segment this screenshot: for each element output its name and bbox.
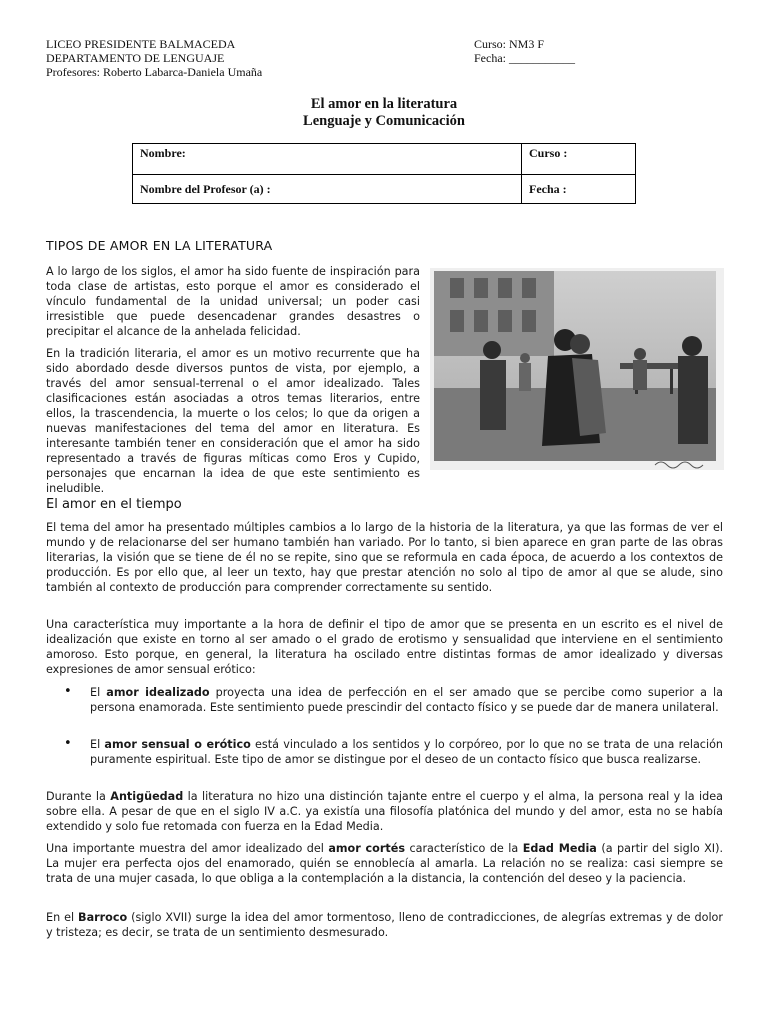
teacher-label: Nombre del Profesor (a) : <box>140 181 271 196</box>
bullet2-pre: El <box>90 738 105 751</box>
p4-post: (a partir del siglo XI). La mujer era perfecta ojos del enamorado, quién se ennoblecía al amarla. La relación no se realiza: casi siempre se trata de una mujer casada, lo que obliga a la contemplación a la distancia, la contención del deseo y la paciencia. <box>46 842 724 885</box>
bullet-dot-icon: • <box>64 684 72 699</box>
name-label: Nombre: <box>140 146 186 160</box>
bullet-sensual-love <box>90 737 723 767</box>
bullet1-pre: El <box>90 686 107 699</box>
school-name: LICEO PRESIDENTE BALMACEDA <box>46 37 236 51</box>
p4-mid: característico de la <box>404 842 523 855</box>
bullet-idealized-love <box>90 685 723 715</box>
paragraph-intro: A lo largo de los siglos, el amor ha sido fuente de inspiración para toda clase de artistas, esto porque el amor es considerado el vínculo fundamental de la unidad universal; un poder casi irresistible que puede desencadenar grandes desastres o precipitar el alcance de la anhelada felicidad. <box>46 265 420 338</box>
section-heading-time: El amor en el tiempo <box>46 497 182 512</box>
p3-pre: Durante la <box>46 790 111 803</box>
course-line: Curso: NM3 F <box>474 37 545 51</box>
header-school-block <box>46 37 262 79</box>
p5-post: (siglo XVII) surge la idea del amor tormentoso, lleno de contradicciones, de alegrías extremas y de dolor y tristeza; es decir, se trata de un sentimiento desmesurado. <box>46 911 724 939</box>
paragraph-baroque <box>46 910 723 940</box>
paragraph-antiquity <box>46 789 723 834</box>
bullet1-post: proyecta una idea de perfección en el ser amado que se percibe como superior a la persona enamorada. Este sentimiento puede prescindir del contacto físico y se puede dar de manera unilateral. <box>90 686 723 714</box>
p4-term1: amor cortés <box>328 842 405 855</box>
document-title: El amor en la literatura <box>310 96 458 112</box>
teachers-line: Profesores: Roberto Labarca-Daniela Umaña <box>46 65 263 79</box>
paragraph-middle-ages <box>46 841 723 886</box>
student-info-table <box>132 143 636 204</box>
bullet2-post: está vinculado a los sentidos y lo corpóreo, por lo que no se trata de una relación puramente espiritual. Este tipo de amor se distingue por el deseo de un contacto físico que busca realizarse. <box>90 738 724 766</box>
p3-term: Antigüedad <box>110 790 184 803</box>
date-label: Fecha : <box>529 181 567 196</box>
date-field[interactable] <box>522 175 636 204</box>
department-name: DEPARTAMENTO DE LENGUAJE <box>46 51 225 65</box>
bullet2-term: amor sensual o erótico <box>104 738 251 751</box>
paragraph-idealization: Una característica muy importante a la hora de definir el tipo de amor que se presenta en un escrito es el nivel de idealización que existe en torno al ser amado o el grado de erotismo y sensualidad que interviene en el sentimiento amoroso. Esto porque, en general, la literatura ha oscilado entre distintas formas de amor idealizado y diversas expresiones de amor sensual erótico: <box>46 618 723 676</box>
name-field[interactable] <box>133 144 522 175</box>
bullet-dot-icon: • <box>64 736 72 751</box>
p5-term: Barroco <box>78 911 128 924</box>
header-course-block <box>474 37 575 65</box>
paragraph-history: El tema del amor ha presentado múltiples cambios a lo largo de la historia de la literatura, ya que las formas de ver el mundo y de relacionarse del ser humano también han variado. Por lo tanto, si bien aparece en gran parte de las obras literarias, la visión que se tiene de él no se repite, sino que se reformula en cada época, de acuerdo a los contextos de producción. Es por ello que, al leer un texto, hay que prestar atención no solo al tipo de amor al que se alude, sino también al contexto de producción para comprender correctamente su sentido. <box>46 521 723 594</box>
course-label: Curso : <box>529 146 568 160</box>
section-heading-types: TIPOS DE AMOR EN LA LITERATURA <box>46 238 273 253</box>
bullet1-term: amor idealizado <box>106 686 210 699</box>
p5-pre: En el <box>46 911 79 924</box>
kiss-photo-icon <box>430 268 724 470</box>
p3-post: la literatura no hizo una distinción tajante entre el cuerpo y el alma, la persona real y la idea sobre ella. A pesar de que en el siglo IV a.C. ya existía una filosofía platónica del mundo y del amor, esta no se había extendido y solo fue retomada con fuerza en la Edad Media. <box>46 790 723 833</box>
course-field[interactable] <box>522 144 636 175</box>
date-line: Fecha: ___________ <box>474 51 575 65</box>
p4-term2: Edad Media <box>522 842 597 855</box>
teacher-field[interactable] <box>133 175 522 204</box>
document-subtitle: Lenguaje y Comunicación <box>303 113 465 129</box>
p4-pre: Una importante muestra del amor idealizado del <box>46 842 329 855</box>
paragraph-tradition: En la tradición literaria, el amor es un motivo recurrente que ha sido abordado desde diversos puntos de vista, por ejemplo, a través del amor sensual-terrenal o el amor idealizado. Tales clasificaciones están asociadas a otros temas literarios, entre ellos, la trascendencia, la muerte o los celos; lo que da origen a nuevas manifestaciones del tema del amor en literatura. Es interesante también tener en consideración que el amor ha sido representado a través de figuras míticas como Eros y Cupido, personajes que encarnan la idea de que este sentimiento es ineludible. <box>46 347 420 495</box>
